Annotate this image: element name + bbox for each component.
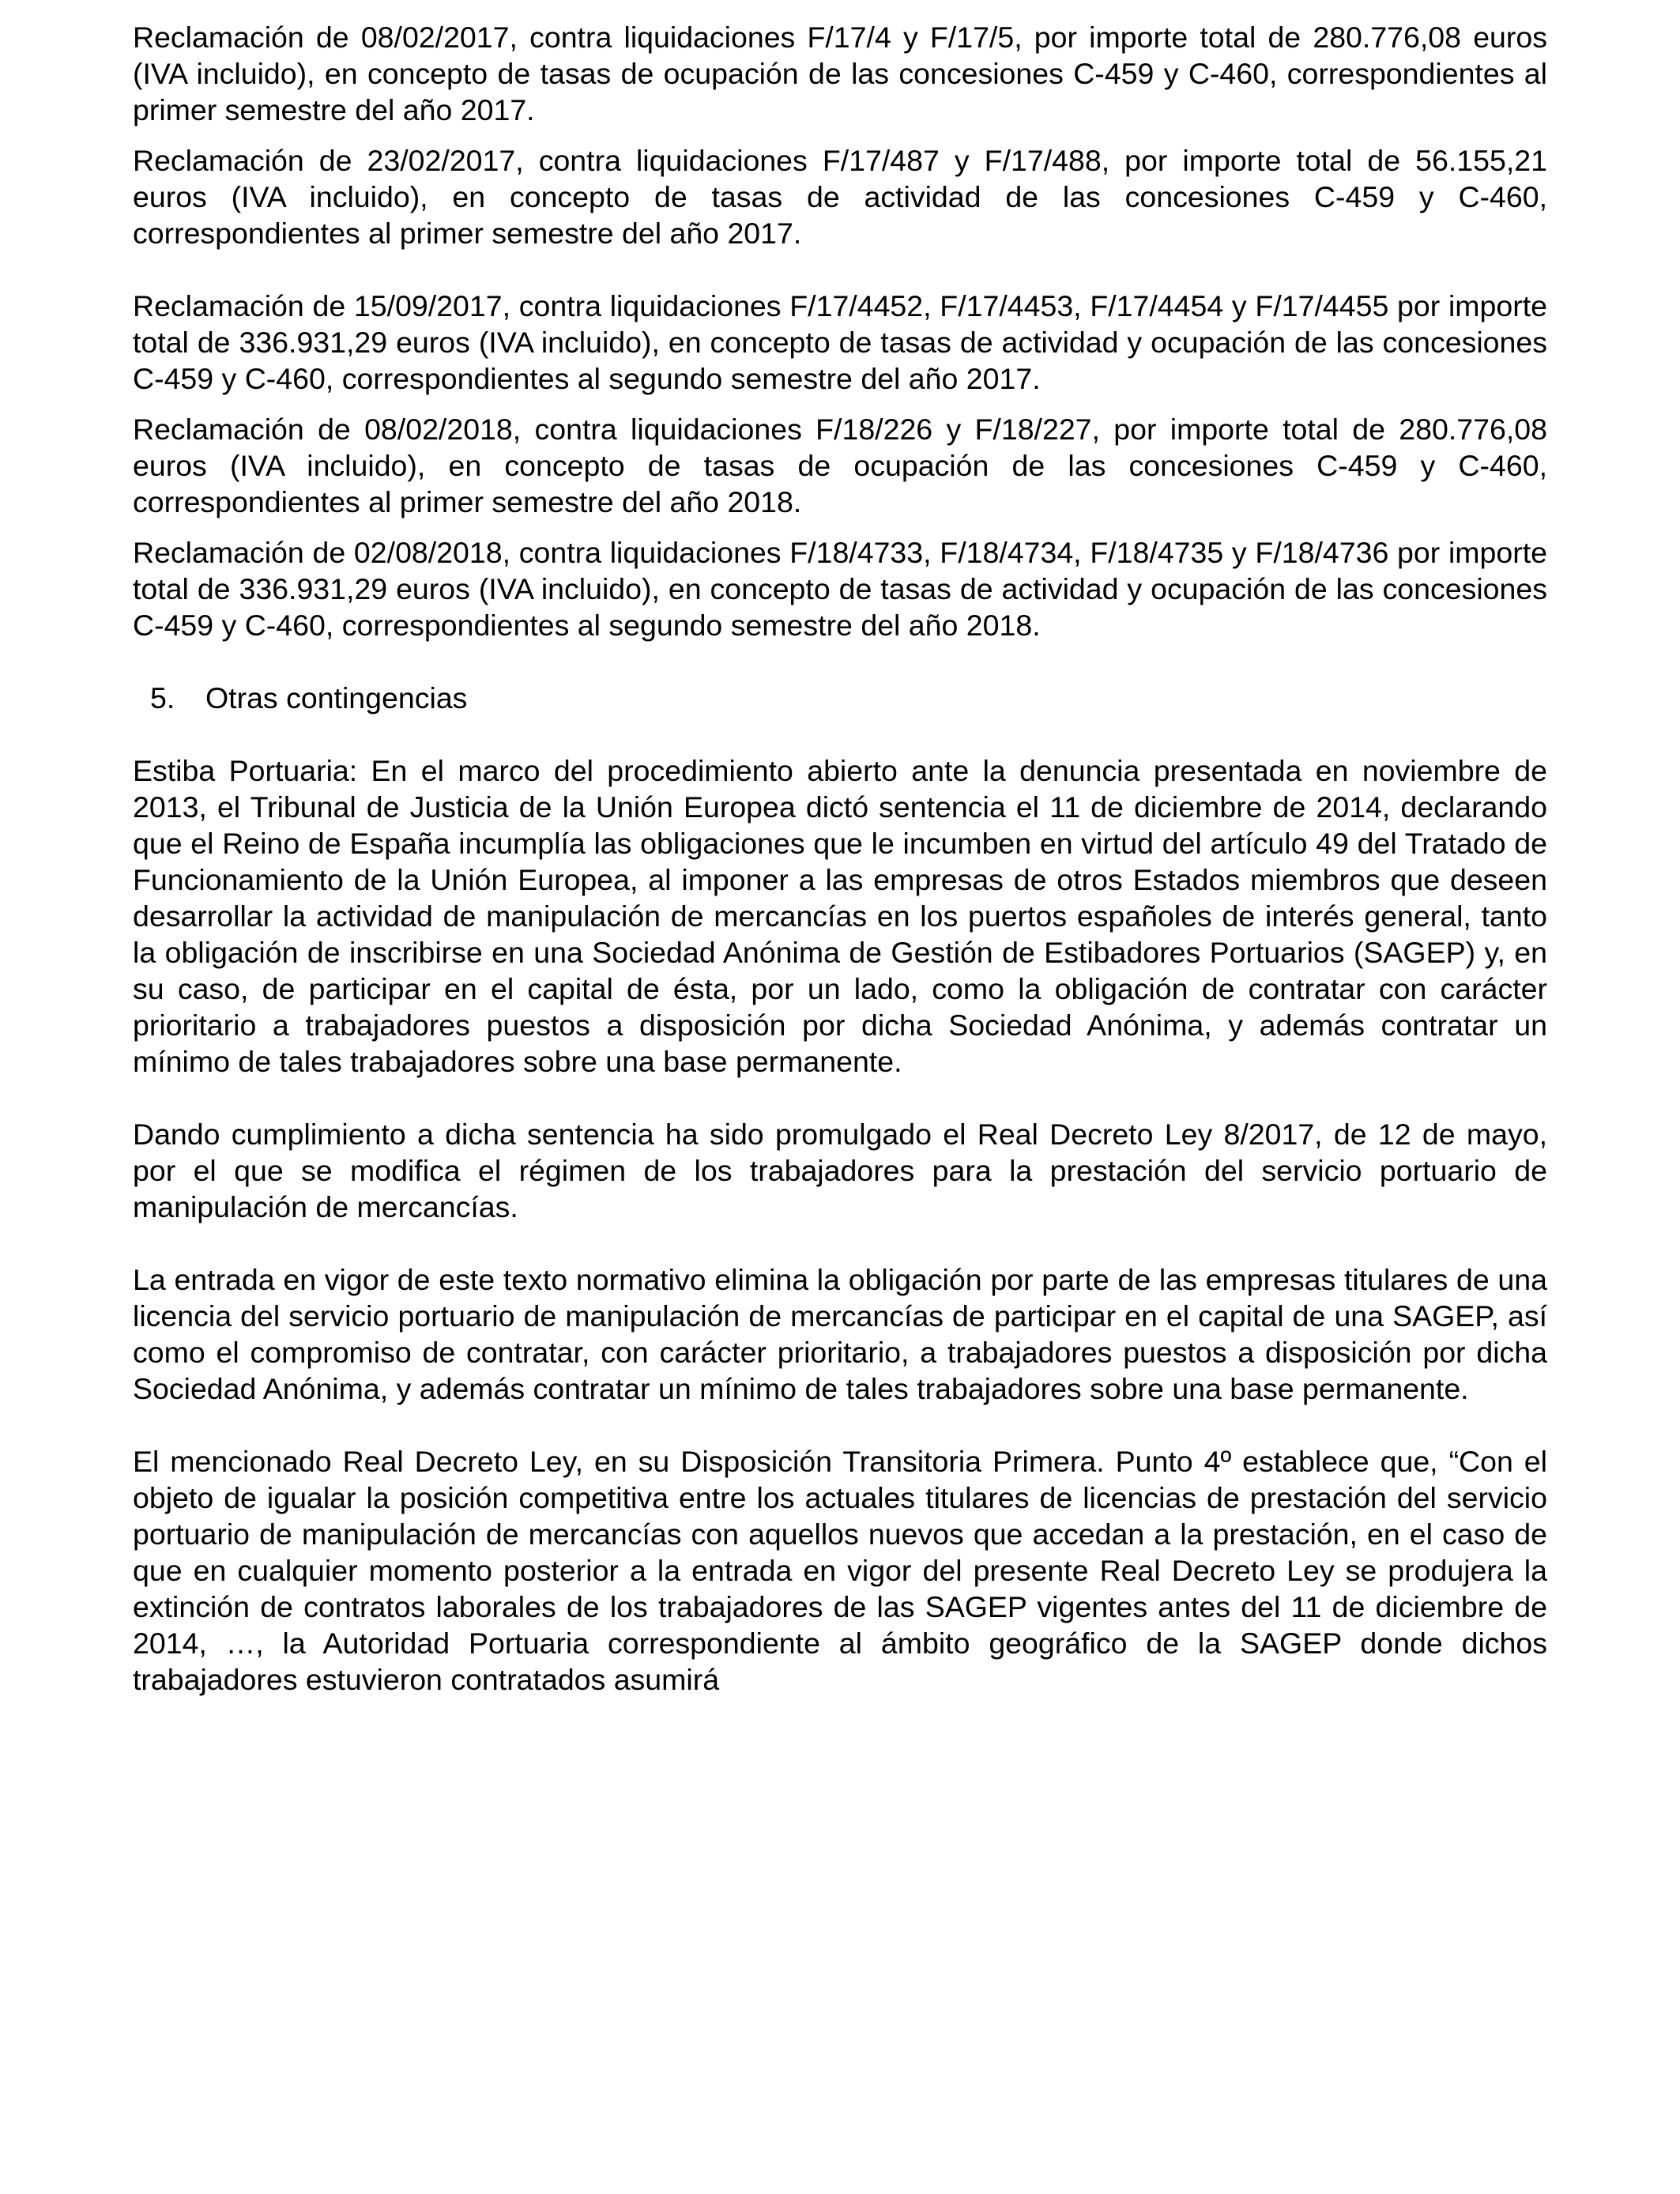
reclamacion-4: Reclamación de 08/02/2018, contra liquidaciones F/18/226 y F/18/227, por importe total de 280.776,08 euros (IVA incluido), en concepto de tasas de ocupación de las concesiones C-459 y C-460, correspondientes al primer semestre del año 2018.: [133, 413, 1547, 518]
paragraph-estiba: Estiba Portuaria: En el marco del procedimiento abierto ante la denuncia presentada en noviembre de 2013, el Tribunal de Justicia de la Unión Europea dictó sentencia el 11 de diciembre de 2014, declarando que el Reino de España incumplía las obligaciones que le incumben en virtud del artículo 49 del Tratado de Funcionamiento de la Unión Europea, al imponer a las empresas de otros Estados miembros que deseen desarrollar la actividad de manipulación de mercancías en los puertos españoles de interés general, tanto la obligación de inscribirse en una Sociedad Anónima de Gestión de Estibadores Portuarios (SAGEP) y, en su caso, de participar en el capital de ésta, por un lado, como la obligación de contratar con carácter prioritario a trabajadores puestos a disposición por dicha Sociedad Anónima, y además contratar un mínimo de tales trabajadores sobre una base permanente.: [133, 754, 1547, 1078]
reclamacion-2: Reclamación de 23/02/2017, contra liquidaciones F/17/487 y F/17/488, por importe total de 56.155,21 euros (IVA incluido), en concepto de tasas de actividad de las concesiones C-459 y C-460, correspondientes al primer semestre del año 2017.: [133, 144, 1547, 250]
reclamacion-1: Reclamación de 08/02/2017, contra liquidaciones F/17/4 y F/17/5, por importe total de 280.776,08 euros (IVA incluido), en concepto de tasas de ocupación de las concesiones C-459 y C-460, correspondientes al primer semestre del año 2017.: [133, 21, 1547, 126]
section-title: Otras contingencias: [205, 681, 468, 714]
reclamacion-5: Reclamación de 02/08/2018, contra liquidaciones F/18/4733, F/18/4734, F/18/4735 y F/18/4736 por importe total de 336.931,29 euros (IVA incluido), en concepto de tasas de actividad y ocupación de las concesiones C-459 y C-460, correspondientes al segundo semestre del año 2018.: [133, 536, 1547, 642]
section-heading: [133, 680, 1547, 716]
paragraph-entrada-vigor: La entrada en vigor de este texto normativo elimina la obligación por parte de las empresas titulares de una licencia del servicio portuario de manipulación de mercancías de participar en el capital de una SAGEP, así como el compromiso de contratar, con carácter prioritario, a trabajadores puestos a disposición por dicha Sociedad Anónima, y además contratar un mínimo de tales trabajadores sobre una base permanente.: [133, 1263, 1547, 1405]
document-page: [133, 19, 1547, 1698]
reclamacion-3: Reclamación de 15/09/2017, contra liquidaciones F/17/4452, F/17/4453, F/17/4454 y F/17/4455 por importe total de 336.931,29 euros (IVA incluido), en concepto de tasas de actividad y ocupación de las concesiones C-459 y C-460, correspondientes al segundo semestre del año 2017.: [133, 289, 1547, 395]
paragraph-real-decreto: Dando cumplimiento a dicha sentencia ha sido promulgado el Real Decreto Ley 8/2017, de 12 de mayo, por el que se modifica el régimen de los trabajadores para la prestación del servicio portuario de manipulación de mercancías.: [133, 1118, 1547, 1223]
paragraph-disposicion-transitoria: El mencionado Real Decreto Ley, en su Disposición Transitoria Primera. Punto 4º establece que, “Con el objeto de igualar la posición competitiva entre los actuales titulares de licencias de prestación del servicio portuario de manipulación de mercancías con aquellos nuevos que accedan a la prestación, en el caso de que en cualquier momento posterior a la entrada en vigor del presente Real Decreto Ley se produjera la extinción de contratos laborales de los trabajadores de las SAGEP vigentes antes del 11 de diciembre de 2014, …, la Autoridad Portuaria correspondiente al ámbito geográfico de la SAGEP donde dichos trabajadores estuvieron contratados asumirá: [133, 1445, 1547, 1696]
section-number: 5.: [150, 681, 175, 714]
